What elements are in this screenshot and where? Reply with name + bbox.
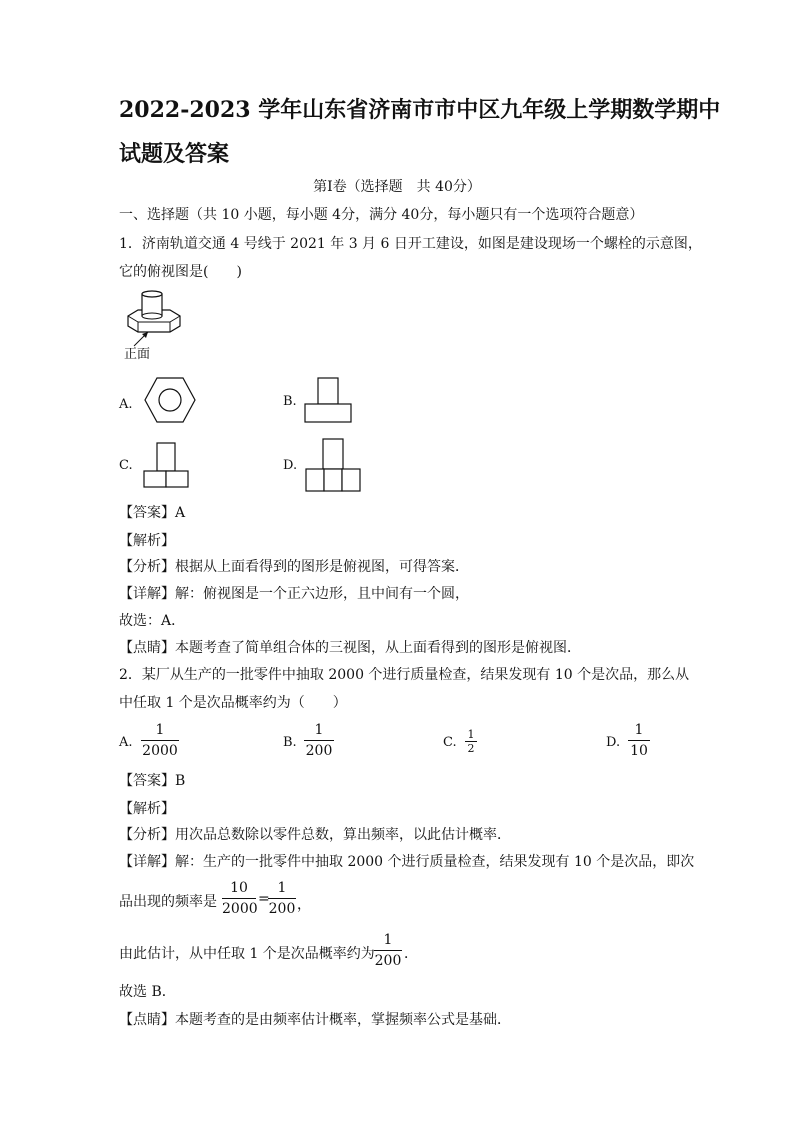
q1-option-c-label: C. [119,458,133,473]
fraction-bar [141,740,179,741]
document-title-line1: 2022-2023 学年山东省济南市市中区九年级上学期数学期中 [119,97,721,123]
equals-sign: = [258,891,270,907]
fraction-numerator: 1 [277,880,287,896]
q1-guxuan: 故选：A． [119,613,186,629]
q2-fenxi: 【分析】用次品总数除以零件总数，算出频率，以此估计概率． [119,827,511,843]
q1-answer: 【答案】A [119,505,186,521]
q2-line2: 中任取 1 个是次品概率约为（ ） [119,695,347,711]
fraction-bar [374,950,402,951]
q1-option-b-label: B. [283,394,297,409]
fraction-bar [268,898,296,899]
fraction-bar [628,740,650,741]
q1-option-d-label: D. [283,458,298,473]
q2-frequency-fraction-1 [222,880,256,917]
period: ． [404,946,418,962]
q1-line1: 1．济南轨道交通 4 号线于 2021 年 3 月 6 日开工建设，如图是建设现场一个螺栓的示意图， [119,236,702,252]
fraction-numerator: 10 [230,880,248,896]
q2-option-d-numerator: 1 [634,722,644,738]
q2-xiangjie2-prefix: 品出现的频率是 [119,894,217,910]
fraction-bar [304,740,334,741]
q2-option-b-numerator: 1 [314,722,324,738]
q2-option-d-label: D. [606,735,621,750]
q2-frequency-fraction-2 [268,880,296,917]
q2-option-b-label: B. [283,735,297,750]
q2-line1: 2．某厂从生产的一批零件中抽取 2000 个进行质量检查，结果发现有 10 个是次品，那么从 [119,667,690,683]
q2-dianjing: 【点睛】本题考查的是由频率估计概率，掌握频率公式是基础． [119,1012,511,1028]
q2-option-b-denominator: 200 [305,743,333,759]
q1-option-c-figure [143,442,189,488]
section-header: 第Ⅰ卷（选择题 共 40分） [313,179,481,195]
q2-xiangjie3-prefix: 由此估计，从中任取 1 个是次品概率约为 [119,946,375,962]
q2-option-d-fraction [628,722,650,759]
q1-jiexi: 【解析】 [119,533,175,549]
q1-line2: 它的俯视图是( ) [119,264,242,280]
document-title-line2: 试题及答案 [119,141,230,167]
q2-option-a-fraction [141,722,179,759]
fraction-numerator: 1 [383,932,393,948]
q2-option-c-label: C. [443,735,457,750]
q1-option-d-figure [305,438,361,492]
q2-option-b-fraction [304,722,334,759]
fraction-bar [222,898,256,899]
q2-xiangjie1: 【详解】解：生产的一批零件中抽取 2000 个进行质量检查，结果发现有 10 个是次品，即次 [119,854,695,870]
q1-option-b-figure [304,377,352,423]
q2-answer: 【答案】B [119,773,186,789]
q2-jiexi: 【解析】 [119,801,175,817]
q1-dianjing: 【点睛】本题考查了简单组合体的三视图，从上面看得到的图形是俯视图． [119,640,581,656]
q2-option-d-denominator: 10 [630,743,648,759]
fraction-denominator: 200 [268,901,296,917]
q2-option-a-denominator: 2000 [142,743,178,759]
q1-fenxi: 【分析】根据从上面看得到的图形是俯视图，可得答案． [119,559,469,575]
q2-option-a-numerator: 1 [155,722,165,738]
q1-xiangjie: 【详解】解：俯视图是一个正六边形，且中间有一个圆， [119,586,469,602]
part-intro: 一、选择题（共 10 小题，每小题 4分，满分 40分，每小题只有一个选项符合题意） [119,207,644,223]
q2-option-c-fraction [465,729,477,754]
front-view-label: 正面 [124,347,151,362]
q2-option-a-label: A. [119,735,133,750]
q2-option-c-denominator: 2 [467,742,475,755]
q1-option-a-figure [144,377,196,423]
q2-guxuan: 故选 B． [119,984,176,1000]
bolt-figure [120,288,190,350]
fraction-denominator: 2000 [222,901,258,917]
fraction-denominator: 200 [374,953,402,969]
q2-probability-fraction [374,932,402,969]
q2-option-c-numerator: 1 [467,728,475,741]
comma: ， [297,897,311,913]
q1-option-a-label: A. [119,397,133,412]
